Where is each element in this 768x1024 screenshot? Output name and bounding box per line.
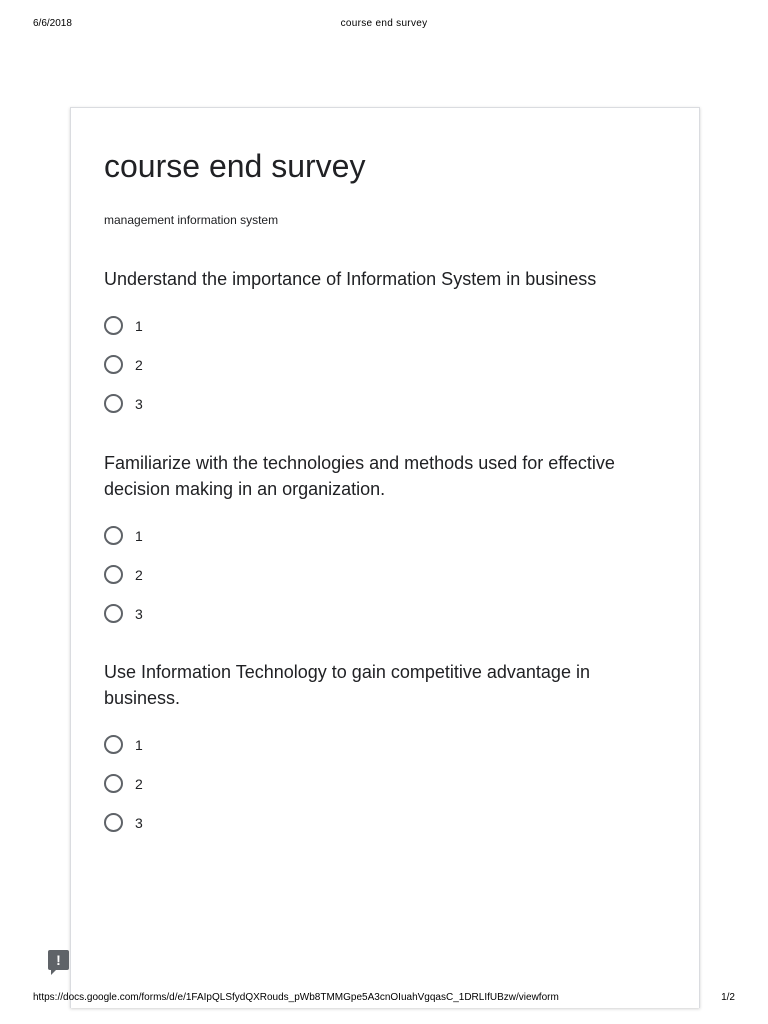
option-label: 1: [135, 317, 143, 334]
radio-unchecked-icon[interactable]: [104, 774, 123, 793]
radio-option-1[interactable]: [104, 306, 664, 345]
question-text: Understand the importance of Information System in business: [104, 269, 597, 289]
print-url: https://docs.google.com/forms/d/e/1FAIpQLSfydQXRouds_pWb8TMMGpe5A3cnOIuahVgqasC_1DRLIfUBzw/viewform: [33, 992, 559, 1003]
radio-option-2[interactable]: [104, 764, 664, 803]
radio-option-1[interactable]: [104, 725, 664, 764]
report-problem-icon[interactable]: !: [48, 950, 69, 970]
radio-unchecked-icon[interactable]: [104, 316, 123, 335]
form-title: course end survey: [104, 148, 366, 184]
form-card: [70, 107, 700, 1008]
radio-group: [104, 516, 664, 633]
radio-option-3[interactable]: [104, 803, 664, 842]
option-label: 3: [135, 395, 143, 412]
option-label: 1: [135, 736, 143, 753]
option-label: 3: [135, 605, 143, 622]
question-2: [104, 450, 664, 633]
question-3: [104, 659, 664, 842]
question-text: Familiarize with the technologies and methods used for effective decision making in an organization.: [104, 453, 615, 499]
radio-group: [104, 306, 664, 423]
option-label: 2: [135, 356, 143, 373]
form-description: management information system: [104, 213, 279, 227]
radio-unchecked-icon[interactable]: [104, 813, 123, 832]
option-label: 2: [135, 775, 143, 792]
print-date: 6/6/2018: [33, 18, 72, 29]
radio-unchecked-icon[interactable]: [104, 526, 123, 545]
option-label: 1: [135, 527, 143, 544]
radio-unchecked-icon[interactable]: [104, 394, 123, 413]
radio-option-3[interactable]: [104, 384, 664, 423]
print-header: [0, 18, 768, 32]
question-text: Use Information Technology to gain competitive advantage in business.: [104, 662, 590, 708]
print-page-title: course end survey: [340, 18, 428, 29]
radio-option-3[interactable]: [104, 594, 664, 633]
radio-unchecked-icon[interactable]: [104, 565, 123, 584]
option-label: 3: [135, 814, 143, 831]
radio-option-1[interactable]: [104, 516, 664, 555]
option-label: 2: [135, 566, 143, 583]
radio-option-2[interactable]: [104, 555, 664, 594]
radio-unchecked-icon[interactable]: [104, 735, 123, 754]
radio-group: [104, 725, 664, 842]
question-1: [104, 266, 664, 423]
radio-unchecked-icon[interactable]: [104, 604, 123, 623]
radio-option-2[interactable]: [104, 345, 664, 384]
radio-unchecked-icon[interactable]: [104, 355, 123, 374]
print-page-number: 1/2: [721, 992, 735, 1003]
